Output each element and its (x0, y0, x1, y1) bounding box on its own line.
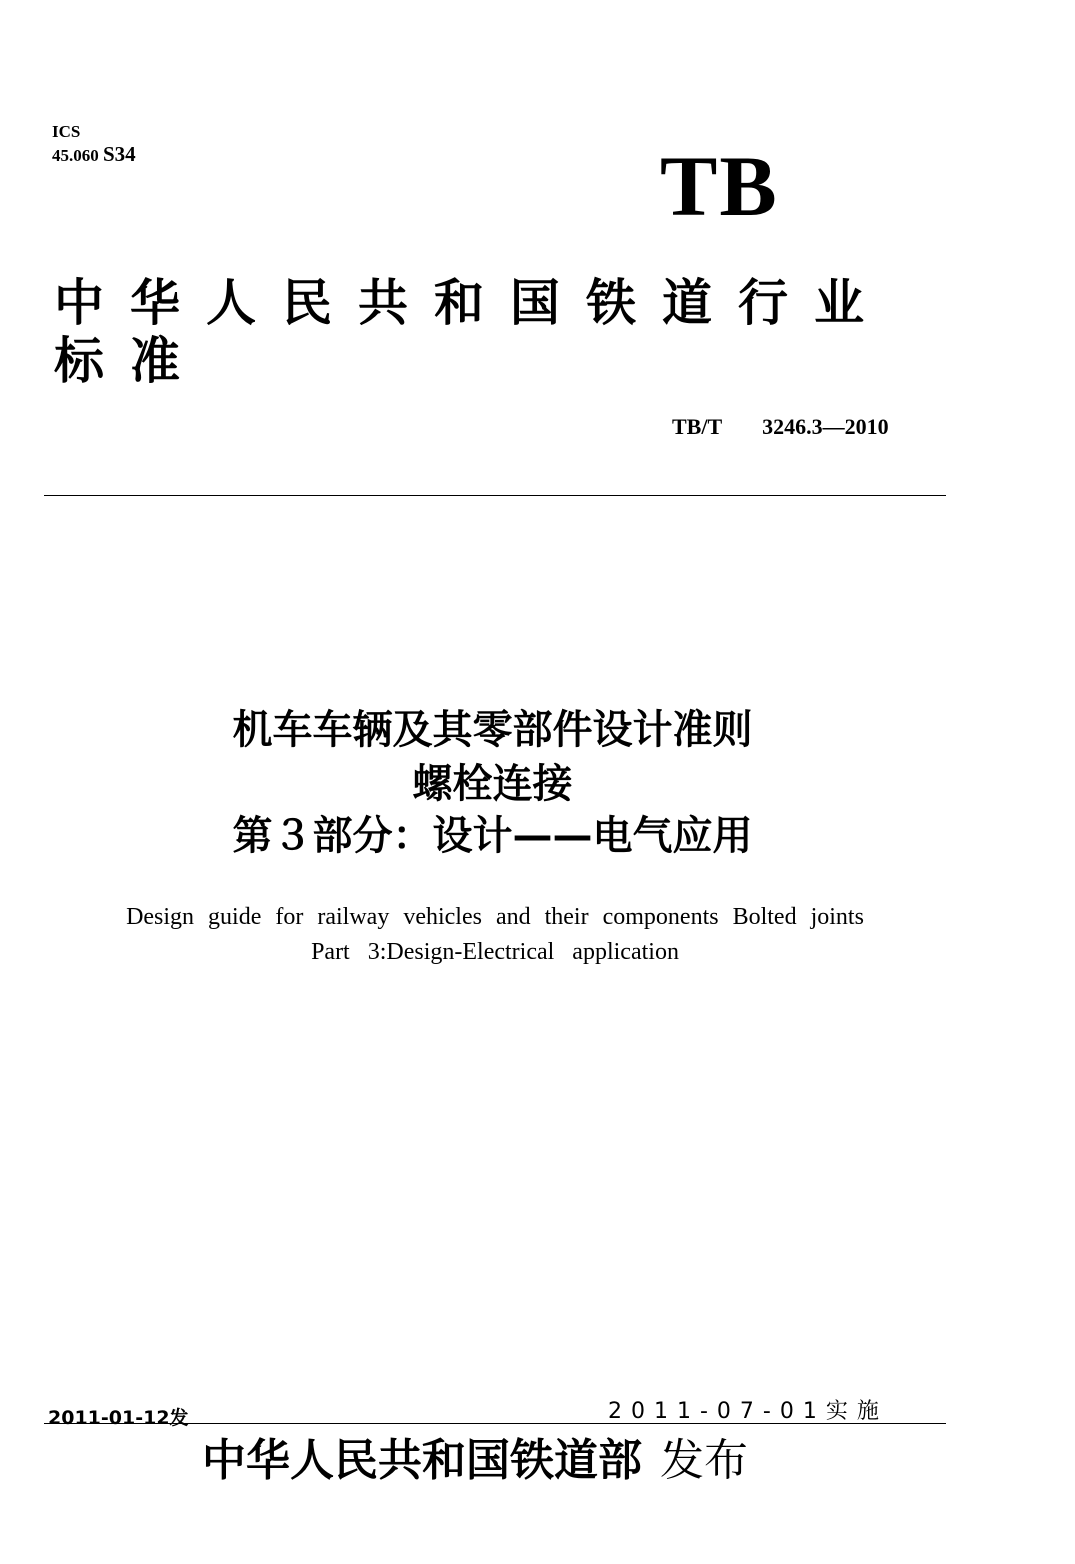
chinese-title-line3: 第３部分：设计——电气应用 (232, 813, 753, 859)
chinese-title-line2: 螺栓连接 (412, 761, 573, 807)
chinese-title-line1: 机车车辆及其零部件设计准则 (232, 707, 753, 753)
tb-logo: TB (660, 138, 779, 234)
english-title-line2: Part 3:Design-Electrical application (311, 939, 679, 965)
publisher-name: 中华人民共和国铁道部 (202, 1435, 642, 1486)
bottom-divider (44, 1423, 946, 1424)
standard-code: 3246.3—2010 (762, 414, 889, 439)
top-divider (44, 495, 946, 496)
ics-code (52, 144, 136, 166)
implementation-date: 2011-07-01实施 (608, 1399, 888, 1424)
english-title-line1: Design guide for railway vehicles and their components Bolted joints (126, 904, 864, 930)
standard-category-line2: 标准 (54, 332, 206, 390)
issue-date: 2011-01-12发 (48, 1407, 189, 1429)
ics-number: 45.060 (52, 146, 99, 165)
publisher-line (202, 1432, 748, 1490)
publish-action: 发布 (660, 1435, 748, 1486)
standard-number (672, 413, 889, 441)
standard-prefix: TB/T (672, 414, 723, 439)
ics-label: ICS (52, 122, 81, 141)
standard-category-line1: 中华人民共和国铁道行业 (54, 274, 890, 332)
classification-code: S34 (103, 142, 136, 166)
